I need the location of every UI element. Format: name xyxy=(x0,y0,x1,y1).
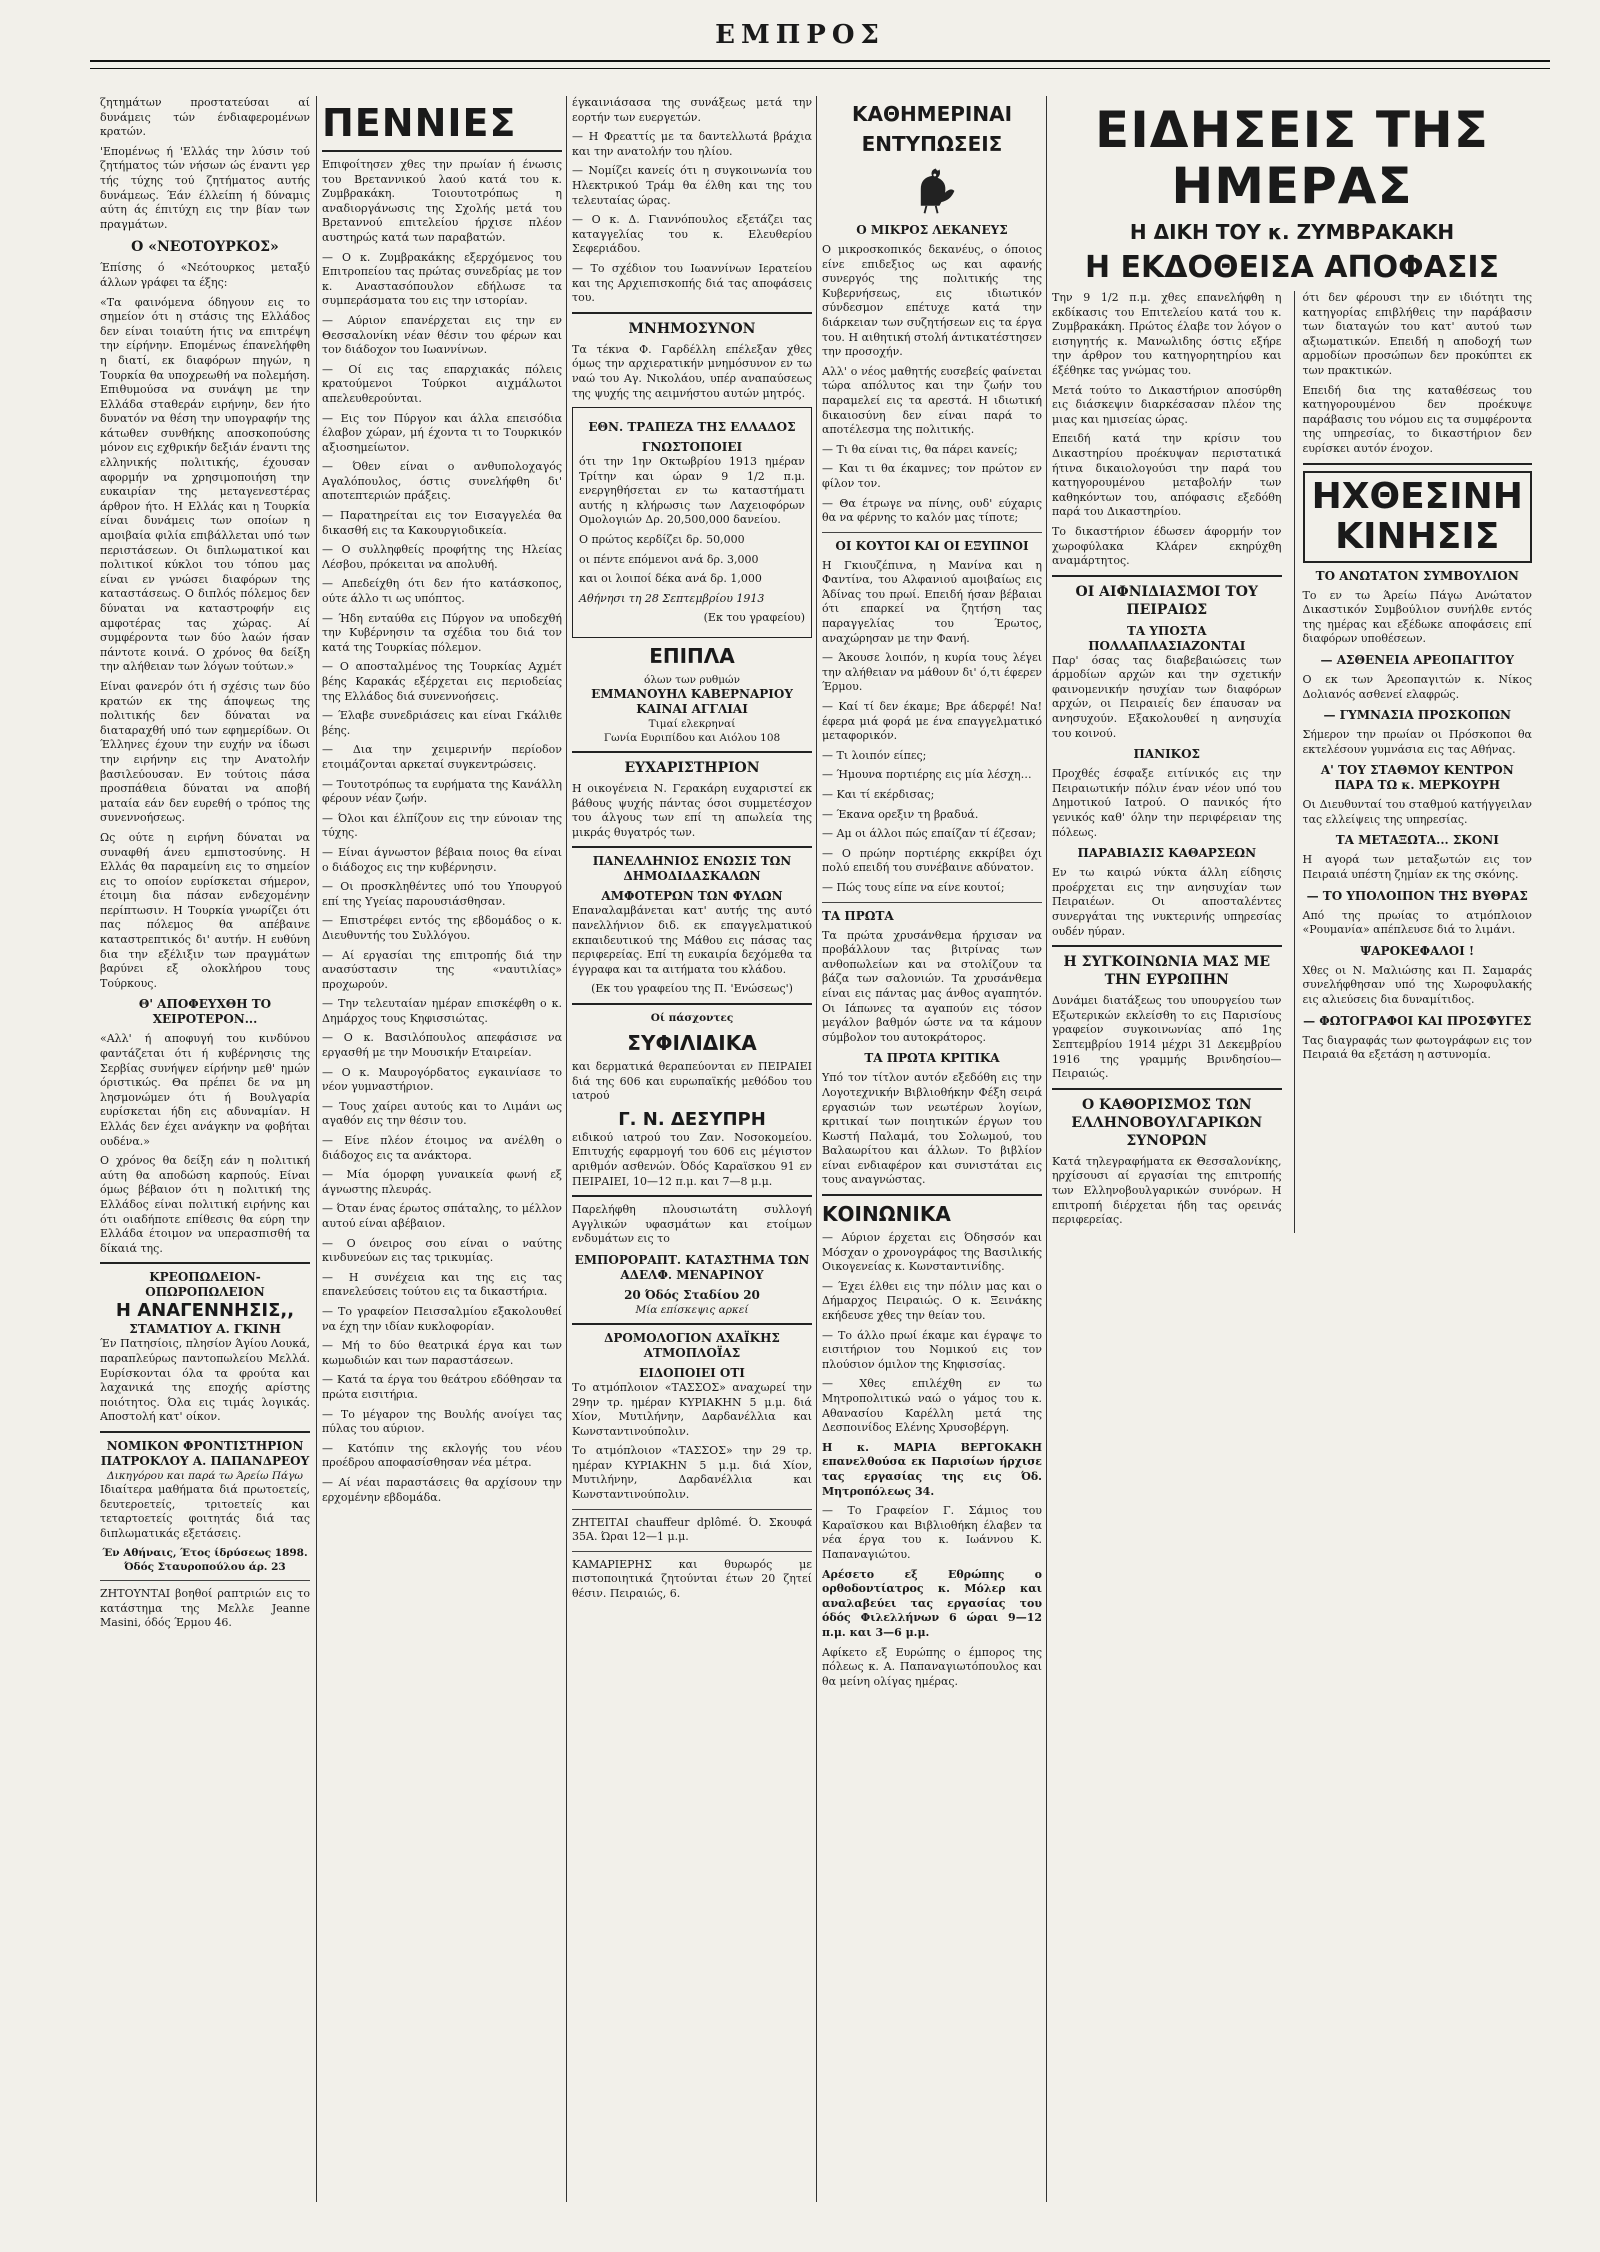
ad-text: ειδικού ιατρού του Ζαν. Νοσοκομείου. Επιτυχής εφαρμογή του 606 εις μέγιστον αριθμόν ασθενών. Όδός Καραϊσκου 91 εν ΠΕΙΡΑΙΕΙ, 10—12 π.μ. και 7—8 μ.μ. xyxy=(572,1130,812,1188)
rooster-icon xyxy=(904,161,960,217)
ad-text: Ιδιαίτερα μαθήματα διά πρωτοετείς, δευτεροετείς, τριτοετείς και τεταρτοετείς φοιτητάς διά τας διπλωματικάς εξετάσεις. xyxy=(100,1482,310,1540)
divider xyxy=(572,1195,812,1197)
article-text: ζητημάτων προστατεύσαι αί δυνάμεις τών ένδιαφερομένων κρατών. xyxy=(100,96,310,139)
section-heading: ΗΧΘΕΣΙΝΗ ΚΙΝΗΣΙΣ xyxy=(1303,471,1533,563)
section-heading: ΕΝΤΥΠΩΣΕΙΣ xyxy=(861,132,1003,156)
section-heading: ΠΑΝΙΚΟΣ xyxy=(1133,747,1201,762)
news-item: — Παρατηρείται εις τον Εισαγγελέα θα δικασθή εις τα Κακουργιοδικεία. xyxy=(322,509,562,537)
notice-text: Επαναλαμβάνεται κατ' αυτής της αυτό πανελλήνιον διδ. εκ επαγγελματικού εκπαιδευτικού της Μάθου εις πάσας τας περιφερείας. Επί τη ευκαιρία δεχόμεθα τα έγγραφα και τα αιτήματα του κλάδου. xyxy=(572,904,812,976)
section-heading: ΠΑΝΕΛΛΗΝΙΟΣ ΕΝΩΣΙΣ ΤΩΝ ΔΗΜΟΔΙΔΑΣΚΑΛΩΝ xyxy=(592,854,792,884)
divider xyxy=(572,1323,812,1325)
article-text: — Τι λοιπόν είπες; xyxy=(822,748,927,762)
section-subheading: ΤΑ ΥΠΟΣΤΑ ΠΟΛΛΑΠΛΑΣΙΑΖΟΝΤΑΙ xyxy=(1088,623,1246,653)
section-heading: ΜΝΗΜΟΣΥΝΟΝ xyxy=(628,320,756,337)
divider xyxy=(1052,1088,1282,1090)
section-heading: Ο ΚΑΘΟΡΙΣΜΟΣ ΤΩΝ ΕΛΛΗΝΟΒΟΥΛΓΑΡΙΚΩΝ ΣΥΝΟΡΩΝ xyxy=(1071,1096,1263,1149)
ad-heading: ΣΥΦΙΛΙΔΙΚΑ xyxy=(627,1030,757,1055)
section-heading: ΤΑ ΠΡΩΤΑ ΚΡΙΤΙΚΑ xyxy=(864,1051,1000,1066)
notice-line: Ο πρώτος κερδίζει δρ. 50,000 xyxy=(579,533,745,547)
news-item: Από της πρωίας το ατμόπλοιον «Ρουμανία» απέπλευσε διά το λιμάνι. xyxy=(1302,908,1532,937)
article-text: Τα πρώτα χρυσάνθεμα ήρχισαν να προβάλλουν τας βιτρίνας των ανθοπωλείων και να στολίζουν τα βάζα των σαλονιών. Τα χρυσάνθεμα είναι εις πάντας μας άνθος αγαπητόν. Οι Ιάπωνες τα αγαπούν εις τόσον μεγάλον βαθμόν ώστε να τα κάμουν σύμβολον του αυτοκράτορος. xyxy=(822,928,1042,1044)
news-item: — Αί εργασίαι της επιτροπής διά την ανασύστασιν της «ναυτιλίας» προχωρούν. xyxy=(322,948,562,991)
section-heading: — ΤΟ ΥΠΟΛΟΙΠΟΝ ΤΗΣ ΒΥΘΡΑΣ xyxy=(1306,888,1528,903)
section-heading: ΤΑ ΠΡΩΤΑ xyxy=(822,908,894,923)
ad-title: ΕΜΜΑΝΟΥΗΛ ΚΑΒΕΡΝΑΡΙΟΥ xyxy=(591,687,793,702)
news-item: Χθες οι Ν. Μαλιώσης και Π. Σαμαράς συνελήφθησαν υπό της Χωροφυλακής εις αλιεύσεις δια δυναμίτιδος. xyxy=(1302,963,1532,1007)
divider xyxy=(572,1551,812,1552)
section-heading: — ΦΩΤΟΓΡΑΦΟΙ ΚΑΙ ΠΡΟΣΦΥΓΕΣ xyxy=(1303,1013,1532,1028)
news-item: — Επιστρέφει εντός της εβδομάδος ο κ. Διευθυντής του Συλλόγου. xyxy=(322,914,562,942)
social-item: — Το άλλο πρωί έκαμε και έγραψε το εισιτήριον του Νομικού εις τον πλούσιον όμιλον της Κηφισσίας. xyxy=(822,1328,1042,1371)
news-item: — Ήδη ενταύθα εις Πύργον να υποδεχθή την Κυβέρνησιν τα σχέδια του διά τον κατά της Τουρκίας πόλεμον. xyxy=(322,611,562,654)
divider xyxy=(100,1580,310,1581)
social-item: — Χθες επιλέχθη εν τω Μητροπολιτικώ ναώ ο γάμος του κ. Αθανασίου Καρέλλη μετά της Δεσποινίδος Ελένης Χρυσοβέργη. xyxy=(822,1377,1042,1435)
article-text: Η Γκιουζέπινα, η Μανίνα και η Φαντίνα, του Αλφανιού αμοιβαίως εις Άδίνας του πρωί. Επειδή ήσαν βέβαιαι ότι επαρκεί να ζητήση τας παραγγελίας του Έρωτος, αναχώρησαν με την Φανή. xyxy=(822,558,1042,645)
news-item: — Εις τον Πύργον και άλλα επεισόδια έλαβον χώραν, μή έχοντα τι το Τουρκικόν αξιοσημείωτον. xyxy=(322,411,562,454)
article-text: Αλλ' ο νέος μαθητής ευσεβείς φαίνεται τώρα απόλυτος και την ζωήν του παραμελεί εις τα αρεστά. Η ιδιωτική δικαιοσύνη δεν είναι παρά το αποτέλεσμα της πολιτικής. xyxy=(822,364,1042,437)
column-4 xyxy=(822,96,1042,2202)
section-heading: ΟΙ ΑΙΦΝΙΔΙΑΣΜΟΙ ΤΟΥ ΠΕΙΡΑΙΩΣ xyxy=(1075,583,1258,618)
ad-heading: ΚΡΕΟΠΩΛΕΙΟΝ-ΟΠΩΡΟΠΩΛΕΙΟΝ xyxy=(145,1270,265,1300)
ad-address: Γωνία Ευριπίδου και Αιόλου 108 xyxy=(603,732,781,745)
section-heading: ΠΑΡΑΒΙΑΣΙΣ ΚΑΘΑΡΣΕΩΝ xyxy=(1077,846,1257,861)
news-item: Οι Διευθυνταί του σταθμού κατήγγειλαν τας ελλείψεις της υπηρεσίας. xyxy=(1302,798,1532,826)
article-text: — Πώς τους είπε να είνε κουτοί; xyxy=(822,880,1005,894)
ad-subtitle: Δικηγόρου και παρά τω Άρείω Πάγω xyxy=(107,1469,303,1482)
ad-line: Τιμαί ελεκρηναί xyxy=(648,718,736,731)
news-item: — Όθεν είναι ο ανθυπολοχαγός Αγαλόπουλος, όστις συνελήφθη δι' αποτεπτεριών πράξεις. xyxy=(322,460,562,503)
ad-heading: ΝΟΜΙΚΟΝ ΦΡΟΝΤΙΣΤΗΡΙΟΝ xyxy=(106,1438,304,1453)
article-text: Υπό τον τίτλον αυτόν εξεδόθη εις την Λογοτεχνικήν Βιβλιοθήκην Φέξη σειρά εργασιών των νεωτέρων λογίων, κριτικαί των ποιητικών έργων του Κωστή Παλαμά, του Σολωμού, του Βαλαωρίτου και άλλων. Το βιβλίον είναι ενδιαφέρον και συνιστάται εις τους αναγνώστας. xyxy=(822,1071,1042,1187)
article-text: — Καί τί δεν έκαμε; Βρε άδερφέ! Να! έφερα μιά φορά με ένα επαγγελματικό μεταφορικόν. xyxy=(822,700,1042,743)
news-item: — Αύριον επανέρχεται εις την εν Θεσσαλονίκη νέαν θέσιν του φέρων και τον διάδοχον του Ιωαννίνων. xyxy=(322,313,562,357)
ad-title: Η ΑΝΑΓΕΝΝΗΣΙΣ,, xyxy=(115,1300,295,1322)
column-separator xyxy=(316,96,317,2202)
article-text: — Έκανα ορεξιν τη βραδυά. xyxy=(822,807,979,821)
ad-address: Έν Αθήναις, Έτος ίδρύσεως 1898. Όδός Σταυροπούλου άρ. 23 xyxy=(102,1547,308,1574)
notice-subheading: ΓΝΩΣΤΟΠΟΙΕΙ xyxy=(641,440,743,455)
ad-line: Μία επίσκεψις αρκεί xyxy=(635,1303,749,1316)
ad-text: Το ατμόπλοιον «ΤΑΣΣΟΣ» αναχωρεί την 29ην τρ. ημέραν ΚΥΡΙΑΚΗΝ 5 μ.μ. διά Χίον, Μυτιλήνην, Δαρδανέλλια και Κωνσταντινούπολιν. xyxy=(572,1380,812,1438)
column-2 xyxy=(322,96,562,2202)
news-item: — Μία όμορφη γυναικεία φωνή εξ άγνωστης πλευράς. xyxy=(322,1168,562,1196)
ad-heading: ΕΜΠΟΡΟΡΑΠΤ. ΚΑΤΑΣΤΗΜΑ ΤΩΝ ΑΔΕΛΦ. ΜΕΝΑΡΙΝΟΥ xyxy=(574,1252,810,1282)
ad-text: Παρελήφθη πλουσιωτάτη συλλογή Αγγλικών υφασμάτων και ετοίμων ενδυμάτων εις το xyxy=(572,1203,812,1246)
article-text: ότι δεν φέρουσι την εν ιδιότητι της κατηγορίας επιβλήθεις την παράβασιν των διαταγών του κατ' αυτού των αξιωματικών. Επειδή η αποδοχή των αρμοδίων προσώπων δεν προκύπτει εκ των πρακτικών. xyxy=(1302,291,1532,377)
article-text: Έπίσης ό «Νεότουρκος μεταξύ άλλων γράφει τα έξης: xyxy=(100,261,310,289)
section-heading: Ο ΜΙΚΡΟΣ ΛΕΚΑΝΕΥΣ xyxy=(856,223,1008,237)
divider xyxy=(822,1194,1042,1196)
article-text: Ο μικροσκοπικός δεκανέυς, ο όποιος είνε επιδεξιος ως και αφανής συνεργός της πολιτικής της Κυβερνήσεως, εις ιδιωτικόν σύνδεσμον επέτυχε κατά την διάρκειαν των συζητήσεων εις τα έργα του. Η αιθητική στολή άντικατέστησεν την προσοχήν. xyxy=(822,243,1042,359)
news-item: — Η Φρεαττίς με τα δαντελλωτά βράχια και την ανατολήν του ηλίου. xyxy=(572,130,812,158)
ad-text: και δερματικά θεραπεύονται εν ΠΕΙΡΑΙΕΙ διά της 606 και ευρωπαϊκής μεθόδου του ιατρού xyxy=(572,1059,812,1103)
divider xyxy=(822,532,1042,533)
news-item: — Ο συλληφθείς προφήτης της Ηλείας Λέσβου, πρόκειται να απολυθή. xyxy=(322,543,562,571)
article-text: — Και τι θα έκαμνες; τον πρώτον εν φίλον τον. xyxy=(822,462,1042,490)
ad-subtitle: ΚΑΙΝΑΙ ΑΓΓΛΙΑΙ xyxy=(636,702,748,717)
news-item: — Η συνέχεια και της εις τας επανελεύσεις τούτου εις τα δικαστήρια. xyxy=(322,1270,562,1299)
article-text: — Αμ οι άλλοι πώς επαίζαν τί έζεσαν; xyxy=(822,827,1037,841)
section-heading: ΨΑΡΟΚΕΦΑΛΟΙ ! xyxy=(1360,943,1475,958)
notice-line: και οι λοιποί δέκα ανά δρ. 1,000 xyxy=(579,572,762,586)
news-item: — Κατά τα έργα του θεάτρου εδόθησαν τα πρώτα εισιτήρια. xyxy=(322,1373,562,1401)
article-text: Εν τω καιρώ νύκτα άλλη είδησις προέρχεται εις την ανησυχίαν των Πειραιέων. Οι αποσταλέντες συνεργάται της νυκτερινής υπηρεσίας ουδέν ηύραν. xyxy=(1052,866,1282,938)
notice-heading: ΕΘΝ. ΤΡΑΠΕΖΑ ΤΗΣ ΕΛΛΑΔΟΣ xyxy=(588,420,796,435)
section-heading: Θ' ΑΠΟΦΕΥΧΘΗ ΤΟ ΧΕΙΡΟΤΕΡΟΝ... xyxy=(138,997,272,1027)
section-heading: Α' ΤΟΥ ΣΤΑΘΜΟΥ ΚΕΝΤΡΟΝ ΠΑΡΑ ΤΩ κ. ΜΕΡΚΟΥΡΗ xyxy=(1320,763,1514,793)
ad-text: Το ατμόπλοιον «ΤΑΣΣΟΣ» την 29 τρ. ημέραν ΚΥΡΙΑΚΗΝ 5 μ.μ. διά Χίον, Μυτιλήνην, Δαρδανέλλια και Κωνσταντινούπολιν. xyxy=(572,1444,812,1502)
ad-heading: ΔΡΟΜΟΛΟΓΙΟΝ ΑΧΑΪΚΗΣ ΑΤΜΟΠΛΟΪΑΣ xyxy=(604,1330,780,1360)
news-item: — Το γραφείον Πεισσαλμίου εξακολουθεί να έχη την ιδίαν κυκλοφορίαν. xyxy=(322,1304,562,1333)
divider xyxy=(572,846,812,848)
ad-text: ΖΗΤΟΥΝΤΑΙ βοηθοί ραπτριών εις το κατάστημα της Μελλε Jeanne Masini, όδός Έρμου 46. xyxy=(100,1587,310,1630)
article-text: Ο χρόνος θα δείξη εάν η πολιτική αύτη θα αποδώση καρπούς. Είναι όμως βέβαιον ότι η πολιτική της Ελλάδος είναι πολιτική ειρήνης και ότι οιαδήποτε επίθεσις θα εύρη την Ελλάδα έτοιμον να υπερασπισθή τα δίκαιά της. xyxy=(100,1154,310,1255)
news-item: — Τουτοτρόπως τα ευρήματα της Κανάλλη φέρουν νέαν ζωήν. xyxy=(322,777,562,806)
column-1 xyxy=(100,96,310,2202)
top-rule xyxy=(90,60,1550,69)
ad-title: ΠΑΤΡΟΚΛΟΥ Α. ΠΑΠΑΝΔΡΕΟΥ xyxy=(100,1453,310,1468)
news-item: — Ο αποσταλμένος της Τουρκίας Αχμέτ βέης Καρακάς εξέρχεται εις περιοδείας της Ελλάδος διά συνεννοήσεις. xyxy=(322,660,562,703)
divider xyxy=(1052,945,1282,947)
news-item: — Είνε πλέον έτοιμος να ανέλθη ο διάδοχος εις τα ανάκτορα. xyxy=(322,1134,562,1162)
divider xyxy=(572,1003,812,1005)
social-item: — Το Γραφείον Γ. Σάμιος του Καραϊσκου και Βιβλιοθήκη έλαβεν τα νέα έργα του κ. Ιωάννου Κ. Παπαναγιώτου. xyxy=(822,1504,1042,1561)
news-item: — Τους χαίρει αυτούς και το Λιμάνι ως αγαθόν εις την θέσιν του. xyxy=(322,1099,562,1128)
news-item: — Νομίζει κανείς ότι η συγκοινωνία του Ηλεκτρικού Τράμ θα έλθη και της του τελευταίας ώρας. xyxy=(572,164,812,207)
article-text: «Τα φαινόμενα όδηγουν εις το σημείον ότι η στάσις της Ελλάδος δεν είναι τοιαύτη ήτις να επιτρέψη την είρήνην. Επομένως έπανελήφθη η διατί, εκ διαφόρων πηγών, η Τουρκία θα υποχρεωθή να πολεμήση. Επιθυμούσα να συνάψη με την Ελλάδα σταθεράν ειρήνην, δεν ήτο δυνατόν να θέση την υπογραφήν της κάτωθεν συνθήκης αποσκοπούσης μόνον εις εχθρικήν δεξιάν έναντι της ελληνικής πολιτικής, έχουσαν αφορμήν να χρησιμοποιήση την ευκαιρίαν της μεταγενεστέρας άρθρον ήτο. Η Ελλάς και η Τουρκία είναι δυνάμεις των οποίων η αμοιβαία φιλία επιβάλλεται υπό των περιστάσεων. Οι διπλωματικοί και πολιτικοί κύκλοι του τόπου μας είναι εν γνώσει διαφόρων της καταστάσεως. Ο διπλός πόλεμος δεν δύναται να καταστροφήν εις αμφοτέρας τας χώρας. Αί συμφέροντα των δύο λαών ήσαν πάντοτε κοινά. Ο χρόνος θα δείξη την αλήθειαν των λόγων τούτων.» xyxy=(100,295,310,674)
notice-date: Αθήνησι τη 28 Σεπτεμβρίου 1913 xyxy=(579,591,765,605)
notice-text: Τα τέκνα Φ. Γαρδέλλη επέλεξαν χθες όμως την αρχιερατικήν μνημόσυνον εν τω ναώ του Αγ. Νικολάου, υπέρ αναπαύσεως της ψυχής της αειμνήστου αυτών μητρός. xyxy=(572,342,812,400)
article-text: Κατά τηλεγραφήματα εκ Θεσσαλονίκης, ηρχίσουσι αί εργασίαι της επιτροπής των Ελληνοβουλγαρικών συνόρων. Η επιτροπή διέρχεται ήδη τας ορεινάς περιφερείας. xyxy=(1052,1154,1282,1227)
news-item: — Ο κ. Ζυμβρακάκης εξερχόμενος του Επιτροπείου τας πρώτας συνεδρίας με τον κ. Αναστασόπουλον εδήλωσε τα συμπεράσματα του εις την ιστορίαν. xyxy=(322,250,562,308)
news-item: — Όταν ένας έρωτος σπάταλης, το μέλλον αυτού είναι αβέβαιον. xyxy=(322,1202,562,1230)
news-item: Τας διαγραφάς των φωτογράφων εις τον Πειραιά θα εξετάση η αστυνομία. xyxy=(1302,1033,1532,1062)
bank-notice xyxy=(572,407,812,638)
article-text: Προχθές έσφαξε ειτίνικός εις την Πειραιωτικήν πόλιν έναν νέον υπό του Δημοτικού Ιατρού. Ο πανικός ήτο γενικός καθ' όλην την περιφέρειαν της πόλεως. xyxy=(1052,767,1282,839)
news-item: — Ο όνειρος σου είναι ο ναύτης κινδυνεύων εις τας τρικυμίας. xyxy=(322,1236,562,1265)
notice-text: ότι την 1ην Οκτωβρίου 1913 ημέραν Τρίτην και ώραν 9 1/2 π.μ. ενεργηθήσεται εν τω καταστήματι αυτής η κλήρωσις των Λαχειοφόρων Ομολογιών Δρ. 20,500,000 δανείου. xyxy=(579,455,805,527)
news-item: — Όλοι και έλπίζουν εις την εύνοιαν της τύχης. xyxy=(322,811,562,840)
divider xyxy=(100,1431,310,1433)
subcolumn-left xyxy=(1052,291,1282,1233)
column-separator xyxy=(1046,96,1047,2202)
news-item: — Οι προσκληθέντες υπό του Υπουργού επί της Υγείας παρουσιάσθησαν. xyxy=(322,880,562,908)
news-item: — Αί νέαι παραστάσεις θα αρχίσουν την ερχομένην εβδομάδα. xyxy=(322,1475,562,1504)
article-text: — Ήμουνα πορτιέρης εις μία λέσχη… xyxy=(822,768,1032,782)
article-text: Παρ' όσας τας διαβεβαιώσεις των άρμοδίων αρχών και την σχετικήν φαινομενικήν ησυχίαν των διαφόρων αρχών, οι Πειραιείς δεν έπαυσαν να ανησυχούν. Εξακολουθεί η ανησυχία του κοινού. xyxy=(1052,653,1282,740)
news-item: — Ο κ. Βασιλόπουλος απεφάσισε να εργασθή με την Μουσικήν Εταιρείαν. xyxy=(322,1031,562,1060)
news-item: Το εν τω Άρείω Πάγω Ανώτατον Δικαστικόν Συμβούλιον συνήλθε εντός της ημέρας και εξέδωκε αποφάσεις επί διαφόρων υποθέσεων. xyxy=(1302,588,1532,646)
column-separator xyxy=(816,96,817,2202)
article-headline: Η ΔΙΚΗ ΤΟΥ κ. ΖΥΜΒΡΑΚΑΚΗ xyxy=(1129,220,1455,244)
notice-text: Η οικογένεια Ν. Γερακάρη ευχαριστεί εκ βάθους ψυχής πάντας όσοι συμμετέσχον του άλγους των επί τη απωλεία της μικράς θυγατρός των. xyxy=(572,782,812,839)
news-item: Επιφοίτησεν χθες την πρωίαν ή ένωσις του Βρεταννικού λαού κατά του κ. Ζυμβρακάκη. Τοιουτοτρόπως η αναδιοργάνωσις της Σχολής μετά του Βρεταννού επιτελείου ήρχισε πλέον αυστηρώς κατά των παραβατών. xyxy=(322,158,562,244)
section-subheading: ΑΜΦΟΤΕΡΩΝ ΤΩΝ ΦΥΛΩΝ xyxy=(601,889,783,904)
social-item: Αρέσετο εξ Εθρώπης ο ορθοδοντίατρος κ. Μόλερ και αναλαβεύει τας εργασίας του όδός Φιλελλήνων 6 ώραι 9—12 π.μ. και 3—6 μ.μ. xyxy=(822,1567,1042,1639)
news-item: — Δια την χειμερινήν περίοδον ετοιμάζονται αρκεταί συγκεντρώσεις. xyxy=(322,743,562,771)
section-heading: — ΓΥΜΝΑΣΙΑ ΠΡΟΣΚΟΠΩΝ xyxy=(1323,708,1512,723)
ad-subtitle: Οί πάσχοντες xyxy=(650,1011,734,1024)
ad-address: 20 Όδός Σταδίου 20 xyxy=(624,1287,760,1302)
article-text: Δυνάμει διατάξεως του υπουργείου των Εξωτερικών εκλείσθη το εις Παρισίους γραφείον συγκοινωνίας από 1ης Σεπτεμβρίου 1914 μέχρι 31 Δεκεμβρίου 1916 της γραμμής Βρινδησίου—Πειραιώς. xyxy=(1052,994,1282,1081)
two-column-block xyxy=(1052,291,1532,1233)
divider xyxy=(1303,463,1533,465)
news-item: — Ο κ. Δ. Γιαννόπουλος εξετάζει τας καταγγελίας του κ. Ελευθερίου Σεφεριάδου. xyxy=(572,213,812,256)
news-item: — Έλαβε συνεδριάσεις και είναι Γκάλιθε βέης. xyxy=(322,709,562,737)
article-text: Επειδή κατά την κρίσιν του Δικαστηρίου προέκυψαν περιστατικά ήτινα δικαιολογούσι την παρά του κατηγορουμένου μεταβολήν των καθηκόντων του, απόφασις εξεδόθη παρά του Δικαστηρίου. xyxy=(1052,432,1282,519)
section-heading: — ΑΣΘΕΝΕΙΑ ΑΡΕΟΠΑΓΙΤΟΥ xyxy=(1320,652,1514,667)
article-headline: Η ΕΚΔΟΘΕΙΣΑ ΑΠΟΦΑΣΙΣ xyxy=(1084,250,1500,285)
news-item: — Είναι άγνωστον βέβαια ποιος θα είναι ο διάδοχος εις την κυβέρνησιν. xyxy=(322,845,562,874)
section-heading: Η ΣΥΓΚΟΙΝΩΝΙΑ ΜΑΣ ΜΕ ΤΗΝ ΕΥΡΩΠΗΝ xyxy=(1063,954,1270,989)
divider xyxy=(572,751,812,753)
news-item: — Το μέγαρον της Βουλής ανοίγει τας πύλας του αύριον. xyxy=(322,1407,562,1436)
divider xyxy=(1052,575,1282,577)
section-heading: ΟΙ ΚΟΥΤΟΙ ΚΑΙ ΟΙ ΕΞΥΠΝΟΙ xyxy=(835,538,1029,553)
notice-line: οι πέντε επόμενοι ανά δρ. 3,000 xyxy=(579,552,759,566)
section-heading: Ο «ΝΕΟΤΟΥΡΚΟΣ» xyxy=(131,239,279,256)
article-text: — Και τί εκέρδισας; xyxy=(822,788,935,801)
ad-text: ΖΗΤΕΙΤΑΙ chauffeur dplômé. Ό. Σκουφά 35Α. Ώραι 12—1 μ.μ. xyxy=(572,1515,812,1544)
divider xyxy=(572,312,812,314)
news-item: — Απεδείχθη ότι δεν ήτο κατάσκοπος, ούτε άλλο τι ως υπόπτος. xyxy=(322,577,562,606)
article-text: Την 9 1/2 π.μ. χθες επανελήφθη η εκδίκασις του Επιτελείου κατά του κ. Ζυμβρακάκη. Πρώτος έλαβε τον λόγον ο εισηγητής κ. Μανωλιδης όστις εξήρε την άρθρον του κατηγορητηρίου και έξέθηκε τας γνώμας του. xyxy=(1052,291,1282,377)
news-item: Ο εκ των Άρεοπαγιτών κ. Νίκος Δολιανός ασθενεί ελαφρώς. xyxy=(1302,672,1532,701)
masthead: ΕΜΠΡΟΣ xyxy=(715,20,885,50)
ad-subtitle: ΕΙΔΟΠΟΙΕΙ ΟΤΙ xyxy=(639,1365,745,1380)
section-heading: ΕΥΧΑΡΙΣΤΗΡΙΟΝ xyxy=(624,760,760,777)
divider xyxy=(100,1262,310,1264)
social-item: Η κ. ΜΑΡΙΑ ΒΕΡΓΟΚΑΚΗ επανελθούσα εκ Παρισίων ήρχισε τας εργασίας της εις Όδ. Μητροπόλεως 34. xyxy=(822,1440,1042,1498)
divider xyxy=(822,902,1042,903)
article-text: «Αλλ' ή αποφυγή του κινδύνου φαντάζεται ότι ή κυβέρνησις της Σερβίας συνήψεν είρήνην μεθ' ημών όριστικώς. Θα πρέπει δε να μη λησμονώμεν ότι ή Βουλγαρία ευρίσκεται ήδη εις αδυναμίαν. Η Ελλάς δεν έχει ανάγκην να φοβήται ουδένα.» xyxy=(100,1032,310,1148)
ad-text: ΚΑΜΑΡΙΕΡΗΣ και θυρωρός με πιστοποιητικά ζητούνται έτων 20 ζητεί θέσιν. Πειραιώς, 6. xyxy=(572,1557,812,1601)
article-text: — Ο πρώην πορτιέρης εκκρίβει όχι πολύ επειδή του συνέβαινε αδύνατον. xyxy=(822,846,1042,875)
article-text: 'Επομένως ή 'Ελλάς την λύσιν τού ζητήματος τών νήσων ώς έναντι γερ τής τύχης τού ζητήματος αυτής δυνάμεως. Έάν έλλείπη ή δύναμις αύτη άς έπιτύχη εις την βίαν των πραγμάτων. xyxy=(100,144,310,231)
divider xyxy=(322,150,562,152)
article-text: — Τι θα είναι τις, θα πάρει κανείς; xyxy=(822,442,1018,456)
divider xyxy=(572,1509,812,1510)
news-item: — Το σχέδιον του Ιωαννίνων Ιερατείου και της Αρχιεπισκοπής διά τας αποφάσεις του. xyxy=(572,261,812,305)
news-item: — Μή το δύο θεατρικά έργα και των κωμωδιών και των παραστάσεων. xyxy=(322,1339,562,1367)
article-text: Επειδή δια της καταθέσεως του κατηγορουμένου δεν προέκυψε παράβασις του νόμου εις τα συμφέροντα της υπηρεσίας, το δικαστήριον δεν ευρίσκει αυτόν ένοχον. xyxy=(1302,383,1532,455)
column-separator xyxy=(566,96,567,2202)
social-item: — Έχει έλθει εις την πόλιν μας και ο Δήμαρχος Πειραιώς. Ο κ. Ξεινάκης εκήδευσε χθες την θείαν του. xyxy=(822,1279,1042,1323)
ad-text: Έν Πατησίοις, πλησίον Άγίου Λουκά, παραπλεύρως παντοπωλείου Μελλά. Ευρίσκονται όλα τα φρούτα και λαχανικά της εποχής αρίστης ποιότητος. Όλα εις τιμάς λογικάς. Αποστολή κατ' οίκον. xyxy=(100,1337,310,1424)
section-heading: ΤΟ ΑΝΩΤΑΤΟΝ ΣΥΜΒΟΥΛΙΟΝ xyxy=(1315,568,1519,583)
news-item: Σήμερον την πρωίαν οι Πρόσκοποι θα εκτελέσουν γυμνάσια εις τας Αθήνας. xyxy=(1302,728,1532,756)
section-heading: ΠΕΝΝΙΕΣ xyxy=(322,101,517,145)
news-item: — Κατόπιν της εκλογής του νέου προέδρου αποφασίσθησαν νέα μέτρα. xyxy=(322,1441,562,1470)
subcolumn-right xyxy=(1294,291,1533,1233)
section-heading: ΚΑΘΗΜΕΡΙΝΑΙ xyxy=(851,102,1013,126)
news-item: έγκαινιάσασα της συνάξεως μετά την εορτήν των ευεργετών. xyxy=(572,96,812,124)
ad-heading: ΕΠΙΠΛΑ xyxy=(649,644,735,669)
section-heading: ΤΑ ΜΕΤΑΞΩΤΑ... ΣΚΟΝΙ xyxy=(1335,833,1499,848)
notice-source: (Εκ του γραφείου) xyxy=(703,611,805,625)
social-item: Αφίκετο εξ Ευρώπης ο έμπορος της πόλεως κ. Α. Παπαναγιωτόπουλος και θα μείνη ολίγας ημέρας. xyxy=(822,1645,1042,1688)
ad-title: Γ. Ν. ΔΕΣΥΠΡΗ xyxy=(618,1108,766,1130)
section-heading: ΚΟΙΝΩΝΙΚΑ xyxy=(822,1202,951,1227)
news-item: Η αγορά των μεταξωτών εις τον Πειραιά υπέστη ζημίαν εκ της σκόνης. xyxy=(1302,853,1532,882)
ad-subtitle: όλων των ρυθμών xyxy=(644,674,740,687)
section-heading: ΕΙΔΗΣΕΙΣ ΤΗΣ ΗΜΕΡΑΣ xyxy=(1095,101,1489,215)
article-text: — Θα έτρωγε να πίνης, ουδ' εύχαρις θα να φέρνης το καλόν μας τίποτε; xyxy=(822,496,1042,525)
article-text: Είναι φανερόν ότι ή σχέσις των δύο κρατών εκ της άποψεως της πολιτικής δεν δύναται να διαταραχθή υπό των εφημερίδων. Οι Έλληνες έχουν την ευχήν να ίδωσι την ειρήνην εις την Ανατολήν βασιλεύουσαν. Εν τούτοις πάσα προσπάθεια δύναται να αποβή ματαία εάν δεν ευρεθή ο τρόπος της συνεννοήσεως. xyxy=(100,679,310,825)
article-text: Μετά τούτο το Δικαστήριον αποσύρθη εις διάσκεψιν διαρκέσασαν πλέον της μιας και ημισείας ώρας. xyxy=(1052,383,1282,426)
column-3 xyxy=(572,96,812,2202)
article-text: — Άκουσε λοιπόν, η κυρία τους λέγει την αλήθειαν να μάθουν δι' ό,τι έφερεν Έρμου. xyxy=(822,651,1042,694)
ad-owner: ΣΤΑΜΑΤΙΟΥ Α. ΓΚΙΝΗ xyxy=(129,1322,281,1337)
column-5 xyxy=(1052,96,1532,2202)
article-text: Ως ούτε η ειρήνη δύναται να συναφθή άνευ εμπιστοσύνης. Η Ελλάς θα παραμείνη εις το σημείον εις το οποίον ευρίσκεται σήμερον, έτοιμη δια πάσαν ενδεχομένην περίπτωσιν. Η Τουρκία γνωρίζει ότι πας πόλεμος θα απέβαινε καταστρεπτικός δι' αυτήν. Η ευθύνη δια την εξέλιξιν των πραγμάτων βαρύνει εξ ολοκλήρου τους Τούρκους. xyxy=(100,830,310,990)
news-item: — Οί εις τας επαρχιακάς πόλεις κρατούμενοι Τούρκοι αιχμάλωτοι απελευθερούνται. xyxy=(322,362,562,405)
notice-source: (Εκ του γραφείου της Π. 'Ενώσεως') xyxy=(591,982,793,996)
news-item: — Την τελευταίαν ημέραν επισκέφθη ο κ. Δημάρχος τους Κηφισσιώτας. xyxy=(322,997,562,1025)
news-item: — Ο κ. Μαυρογόρδατος εγκαινίασε το νέον γυμναστήριον. xyxy=(322,1065,562,1094)
social-item: — Αύριον έρχεται εις Όδησσόν και Μόσχαν ο χρονογράφος της Βασιλικής Οικογενείας κ. Κωνσταντινίδης. xyxy=(822,1231,1042,1274)
article-text: Το δικαστήριον έδωσεν άφορμήν τον χωροφύλακα Κλάρεν εκηρύχθη αναμάρτητος. xyxy=(1052,524,1282,568)
